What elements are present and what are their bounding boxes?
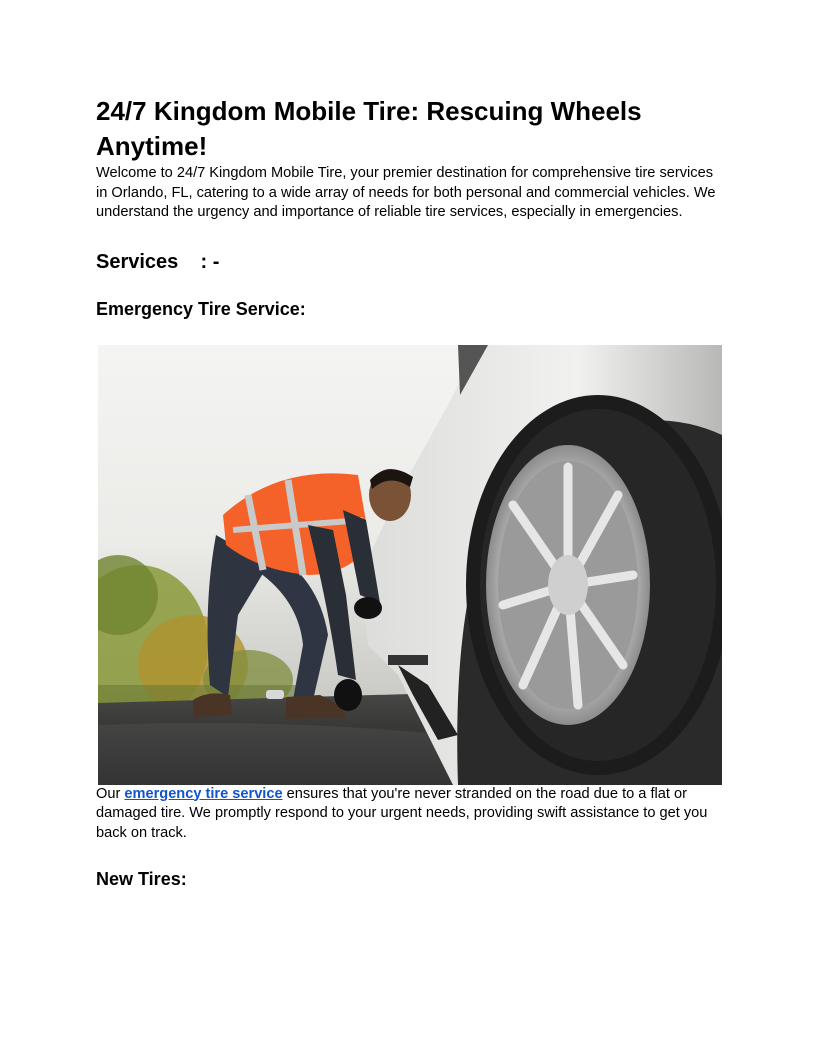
page-title: 24/7 Kingdom Mobile Tire: Rescuing Wheels Anytime! (96, 96, 642, 161)
emergency-text-before: Our (96, 785, 125, 802)
intro-paragraph: Welcome to 24/7 Kingdom Mobile Tire, your premier destination for comprehensive tire services in Orlando, FL, catering to a wide array of needs for both personal and commercial vehicles. We understand the urgency and importance of reliable tire services, especially in emergencies. (96, 165, 716, 220)
emergency-tire-service-link[interactable]: emergency tire service (124, 785, 283, 802)
new-tires-heading: New Tires: (96, 869, 187, 889)
document-page (96, 94, 722, 891)
emergency-service-paragraph (96, 785, 722, 844)
mechanic-changing-tire-photo (98, 345, 722, 785)
emergency-tire-service-heading: Emergency Tire Service: (96, 298, 306, 319)
emergency-text-after: ensures that you're never stranded on the road due to a flat or damaged tire. We promptly respond to your urgent needs, providing swift assistance to get you back on track. (96, 785, 708, 841)
services-heading: Services : - (96, 250, 220, 273)
